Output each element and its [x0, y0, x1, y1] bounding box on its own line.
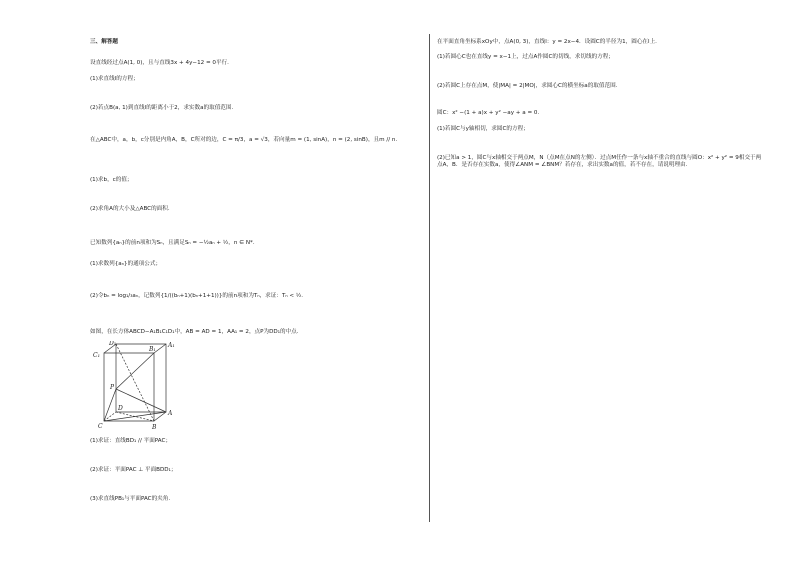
back-face	[116, 344, 166, 412]
cuboid-figure	[90, 341, 180, 433]
q1-part2: (2)若点B(a, 1)到直线l的距离小于2，求实数a的取值范围.	[90, 105, 234, 111]
q2-stem: 在△ABC中，a，b，c分别是内角A，B，C所对的边，C = π/3，a = √3，若向量m = (1, sinA)，n = (2, sinB)，且m // n.	[90, 137, 398, 143]
label-b: B	[152, 424, 157, 431]
label-c1: C₁	[93, 352, 100, 359]
q5-part1: (1)若圆心C也在直线y = x−1上，过点A作圆C的切线，求切线的方程；	[437, 54, 614, 60]
q4-part3: (3)求直线PB₁与平面PAC的夹角.	[90, 496, 171, 502]
label-d: D	[118, 405, 123, 412]
label-a1: A₁	[168, 342, 175, 349]
label-d1: D₁	[109, 341, 117, 347]
q3-part2: (2)令bₙ = log₁/₃aₙ，记数列{1/((bₙ+1)(bₙ+1+1))}的前n项和为Tₙ，求证：Tₙ < ½.	[90, 293, 304, 299]
q4-stem: 如图，在长方体ABCD−A₁B₁C₁D₁中，AB = AD = 1，AA₁ = 2，点P为DD₁的中点.	[90, 329, 299, 335]
q3-stem: 已知数列{aₙ}的前n项和为Sₙ，且满足Sₙ = −½aₙ + ½，n ∈ N*.	[90, 240, 255, 246]
q5-stem: 在平面直角坐标系xOy中，点A(0, 3)，直线l：y = 2x−4．设圆C的半径为1，圆心在l上.	[437, 39, 657, 45]
q6-part2: (2)已知a > 1，圆C与x轴相交于两点M，N（点M在点N的左侧）．过点M任作一条与x轴不重合的直线与圆O：x² + y² = 9相交于两点A，B．是否存在实数a，使得∠ANM = ∠BNM？若存在，求出实数a的值，若不存在，请说明理由.	[437, 155, 762, 168]
q2-part2: (2)求角A的大小及△ABC的面积.	[90, 206, 170, 212]
q5-part2: (2)若圆C上存在点M，使|MA| = 2|MO|，求圆心C的横坐标a的取值范围.	[437, 83, 618, 89]
label-p: P	[110, 384, 115, 391]
q2-part1: (1)求b，c的值；	[90, 177, 133, 183]
diagonal-ca	[104, 412, 166, 421]
segment-pb1	[116, 353, 154, 389]
column-divider	[429, 34, 430, 522]
q1-stem: 设直线经过点A(1, 0)，且与直线3x + 4y−12 = 0平行.	[90, 60, 229, 66]
q4-part1: (1)求证：直线BD₁ // 平面PAC；	[90, 438, 172, 444]
q6-stem: 圆C：x² −(1 + a)x + y² −ay + a = 0.	[437, 110, 540, 116]
q3-part1: (1)求数列{aₙ}的通项公式；	[90, 261, 162, 267]
label-a: A	[168, 410, 173, 417]
section-title: 三、解答题	[90, 39, 118, 45]
segment-pa	[116, 389, 166, 412]
label-c: C	[98, 423, 103, 430]
q1-part1: (1)求直线l的方程；	[90, 76, 139, 82]
label-b1: B₁	[149, 346, 156, 353]
q4-part2: (2)求证：平面PAC ⊥ 平面BDD₁；	[90, 467, 177, 473]
q6-part1: (1)若圆C与y轴相切，求圆C的方程；	[437, 126, 529, 132]
